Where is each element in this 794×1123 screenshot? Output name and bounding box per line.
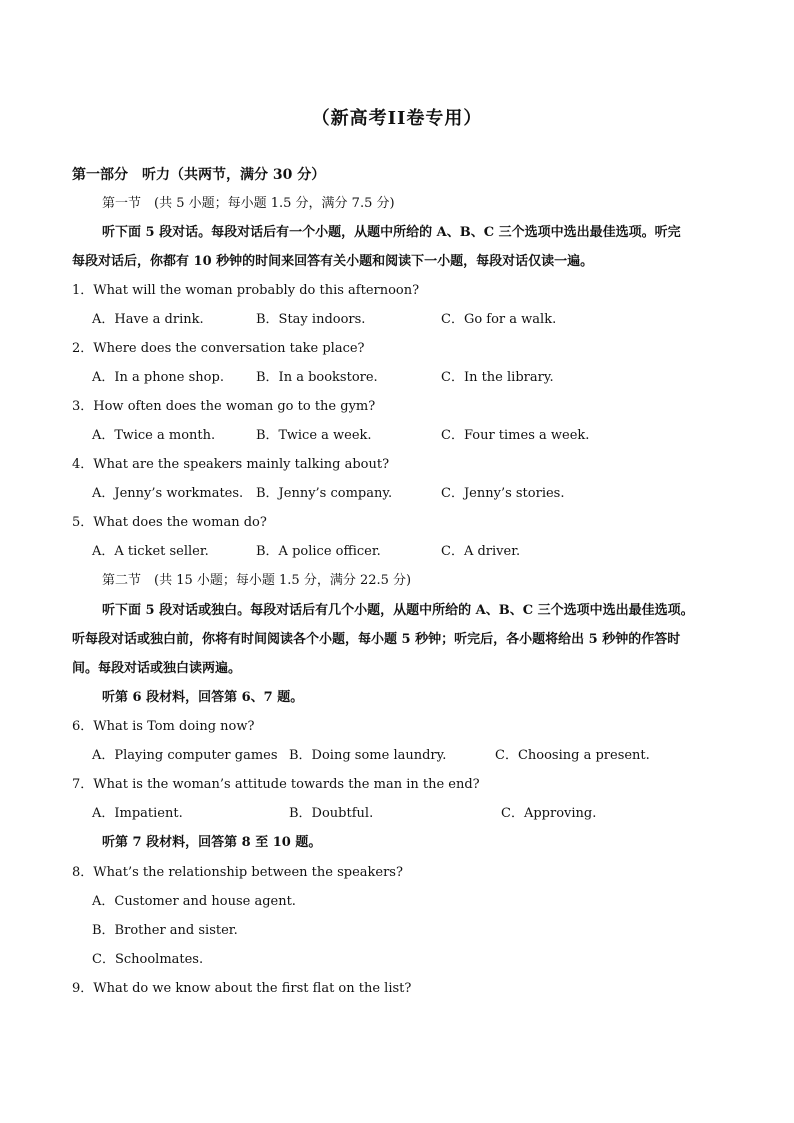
question-6-option-b: B．Doing some laundry. (289, 748, 447, 763)
question-4-option-a: A．Jenny’s workmates. (92, 486, 244, 501)
question-4: 4．What are the speakers mainly talking about? (72, 457, 390, 472)
section2-instructions-line2: 听每段对话或独白前，你将有时间阅读各个小题，每小题 5 秒钟；听完后，各小题将给出 5 秒钟的作答时 (72, 632, 681, 647)
page-title: （新高考II卷专用） (311, 108, 483, 129)
section2-heading: 第二节 (共 15 小题；每小题 1.5 分，满分 22.5 分) (102, 573, 412, 588)
question-3-option-c: C．Four times a week. (441, 428, 590, 443)
question-6-option-c: C．Choosing a present. (495, 748, 650, 763)
section1-heading: 第一节 (共 5 小题；每小题 1.5 分，满分 7.5 分) (102, 196, 395, 211)
question-3-option-a: A．Twice a month. (92, 428, 216, 443)
question-7-option-a: A．Impatient. (92, 806, 183, 821)
question-5-option-b: B．A police officer. (256, 544, 381, 559)
question-2: 2．Where does the conversation take place? (72, 341, 365, 356)
question-5-option-a: A．A ticket seller. (92, 544, 209, 559)
question-9: 9．What do we know about the first flat on the list? (72, 981, 412, 996)
question-8-option-a: A．Customer and house agent. (92, 894, 296, 909)
question-7: 7．What is the woman’s attitude towards the man in the end? (72, 777, 480, 792)
material-6-instruction: 听第 6 段材料，回答第 6、7 题。 (102, 690, 304, 705)
question-4-option-b: B．Jenny’s company. (256, 486, 393, 501)
section1-instructions-line2: 每段对话后，你都有 10 秒钟的时间来回答有关小题和阅读下一小题，每段对话仅读一遍。 (72, 254, 594, 269)
question-6-option-a: A．Playing computer games (92, 748, 278, 763)
question-2-option-c: C．In the library. (441, 370, 554, 385)
section2-instructions-line1: 听下面 5 段对话或独白。每段对话后有几个小题，从题中所给的 A、B、C 三个选项中选出最佳选项。 (102, 603, 694, 618)
material-7-instruction: 听第 7 段材料，回答第 8 至 10 题。 (102, 835, 322, 850)
question-7-option-b: B．Doubtful. (289, 806, 374, 821)
question-1: 1．What will the woman probably do this afternoon? (72, 283, 420, 298)
part1-heading: 第一部分 听力（共两节，满分 30 分） (72, 167, 326, 183)
question-3-option-b: B．Twice a week. (256, 428, 372, 443)
question-1-option-b: B．Stay indoors. (256, 312, 366, 327)
question-8-option-c: C．Schoolmates. (92, 952, 204, 967)
question-8: 8．What’s the relationship between the speakers? (72, 865, 403, 880)
section2-instructions-line3: 间。每段对话或独白读两遍。 (72, 661, 242, 676)
question-1-option-c: C．Go for a walk. (441, 312, 557, 327)
question-7-option-c: C．Approving. (501, 806, 597, 821)
question-2-option-a: A．In a phone shop. (92, 370, 224, 385)
question-3: 3．How often does the woman go to the gym? (72, 399, 376, 414)
question-1-option-a: A．Have a drink. (92, 312, 204, 327)
question-5-option-c: C．A driver. (441, 544, 521, 559)
question-2-option-b: B．In a bookstore. (256, 370, 378, 385)
question-4-option-c: C．Jenny’s stories. (441, 486, 565, 501)
question-8-option-b: B．Brother and sister. (92, 923, 238, 938)
section1-instructions-line1: 听下面 5 段对话。每段对话后有一个小题，从题中所给的 A、B、C 三个选项中选出最佳选项。听完 (102, 225, 681, 240)
question-6: 6．What is Tom doing now? (72, 719, 255, 734)
question-5: 5．What does the woman do? (72, 515, 267, 530)
